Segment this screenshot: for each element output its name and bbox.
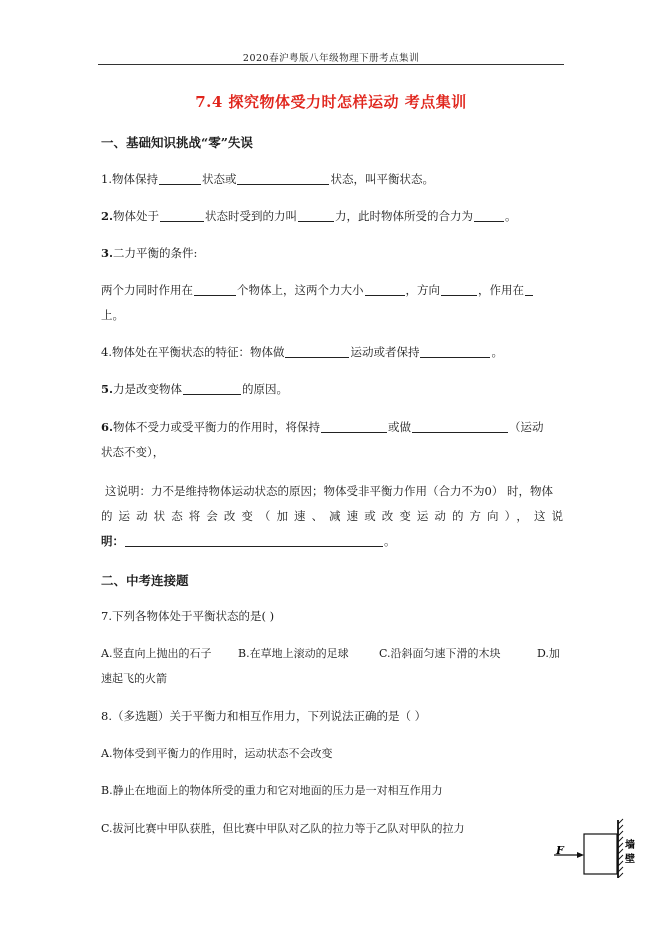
q5-number: 5.	[101, 382, 114, 396]
q6-number: 6.	[101, 420, 114, 434]
q4-text-2: 运动或者保持	[350, 345, 420, 359]
q8-option-c[interactable]: C.拔河比赛中甲队获胜，但比赛中甲队对乙队的拉力等于乙队对甲队的拉力	[101, 822, 465, 835]
q1-text-1: 物体保持	[111, 172, 158, 186]
header-divider	[98, 64, 564, 65]
question-3-conditions	[101, 282, 563, 298]
q3-blank-1[interactable]	[194, 284, 236, 296]
q8-option-a[interactable]: A.物体受到平衡力的作用时，运动状态不会改变	[101, 747, 333, 760]
question-7-stem: 7.下列各物体处于平衡状态的是( )	[101, 609, 275, 623]
q3-label: 二力平衡的条件:	[113, 246, 198, 260]
q3-text-3: ，方向	[405, 283, 440, 297]
q2-text-3: 力，此时物体所受的合力为	[335, 209, 474, 223]
q1-blank-2[interactable]	[237, 173, 329, 185]
q2-blank-1[interactable]	[160, 210, 204, 222]
q8-option-b[interactable]: B.静止在地面上的物体所受的重力和它对地面的压力是一对相互作用力	[101, 784, 443, 797]
q3-blank-4[interactable]	[525, 284, 533, 296]
q3-text-4: ，作用在	[478, 283, 524, 297]
page-header: 2020春沪粤版八年级物理下册考点集训	[242, 53, 420, 64]
q6-blank-1[interactable]	[321, 421, 387, 433]
explanation-blank[interactable]	[125, 535, 383, 547]
q2-blank-2[interactable]	[298, 210, 334, 222]
question-6-cont: 状态不变），	[101, 445, 165, 459]
q1-number: 1.	[101, 172, 112, 186]
q1-text-3: 状态，叫平衡状态。	[330, 172, 434, 186]
q4-text-3: 。	[491, 345, 503, 359]
question-3	[101, 245, 563, 261]
q7-option-d[interactable]: D.加	[537, 647, 560, 660]
q6-blank-2[interactable]	[412, 421, 508, 433]
q5-text-2: 的原因。	[242, 382, 289, 396]
question-6	[101, 419, 563, 435]
q6-text-1: 物体不受力或受平衡力的作用时，将保持	[113, 420, 321, 434]
q6-text-2: 或做	[388, 420, 412, 434]
q2-text-1: 物体处于	[113, 209, 160, 223]
force-arrow-head	[577, 852, 584, 858]
block	[584, 834, 617, 874]
question-8-stem: 8.（多选题）关于平衡力和相互作用力，下列说法正确的是（ ）	[101, 709, 427, 723]
explanation-label: 明：	[101, 534, 124, 548]
force-label: F	[556, 844, 564, 857]
q5-blank-1[interactable]	[183, 383, 241, 395]
q5-text-1: 力是改变物体	[113, 382, 183, 396]
q3-blank-3[interactable]	[441, 284, 477, 296]
q4-text-1: 物体处在平衡状态的特征：物体做	[111, 345, 285, 359]
q3-text-1: 两个力同时作用在	[101, 283, 193, 297]
question-2	[101, 208, 563, 224]
explanation-line-2: 的运动状态将会改变（加速、减速或改变运动的方向），这说	[101, 509, 563, 523]
q7-option-c[interactable]: C.沿斜面匀速下滑的木块	[379, 647, 501, 660]
q4-blank-2[interactable]	[420, 346, 490, 358]
q3-text-2: 个物体上，这两个力大小	[237, 283, 364, 297]
question-5	[101, 381, 563, 397]
explanation-line-1: 这说明：力不是维持物体运动状态的原因；物体受非平衡力作用（合力不为0） 时，物体	[105, 484, 553, 498]
q1-text-2: 状态或	[201, 172, 237, 186]
q4-number: 4.	[101, 345, 112, 359]
question-3-conditions-cont: 上。	[101, 308, 124, 322]
q2-text-2: 状态时受到的力叫	[205, 209, 298, 223]
q6-text-3: （运动	[509, 420, 544, 434]
q4-blank-1[interactable]	[285, 346, 349, 358]
q2-text-4: 。	[505, 209, 517, 223]
q3-blank-2[interactable]	[365, 284, 405, 296]
document-title: 7.4 探究物体受力时怎样运动 考点集训	[195, 93, 467, 111]
q3-number: 3.	[101, 246, 114, 260]
section-heading-basics: 一、基础知识挑战“零”失误	[101, 135, 253, 150]
wall-label-1: 墙	[625, 840, 635, 851]
q7-option-b[interactable]: B.在草地上滚动的足球	[238, 647, 349, 660]
explanation-end: 。	[384, 534, 396, 548]
q2-number: 2.	[101, 209, 114, 223]
q7-option-d-cont: 速起飞的火箭	[101, 672, 167, 685]
section-heading-exam: 二、中考连接题	[101, 573, 189, 588]
force-wall-figure	[552, 818, 642, 878]
explanation-line-3	[101, 533, 563, 549]
q2-blank-3[interactable]	[474, 210, 504, 222]
q1-blank-1[interactable]	[159, 173, 201, 185]
q7-option-a[interactable]: A.竖直向上抛出的石子	[101, 647, 212, 660]
wall-label-2: 壁	[625, 854, 635, 865]
question-4	[101, 344, 563, 360]
question-7-options	[101, 645, 563, 659]
question-1	[101, 171, 563, 187]
